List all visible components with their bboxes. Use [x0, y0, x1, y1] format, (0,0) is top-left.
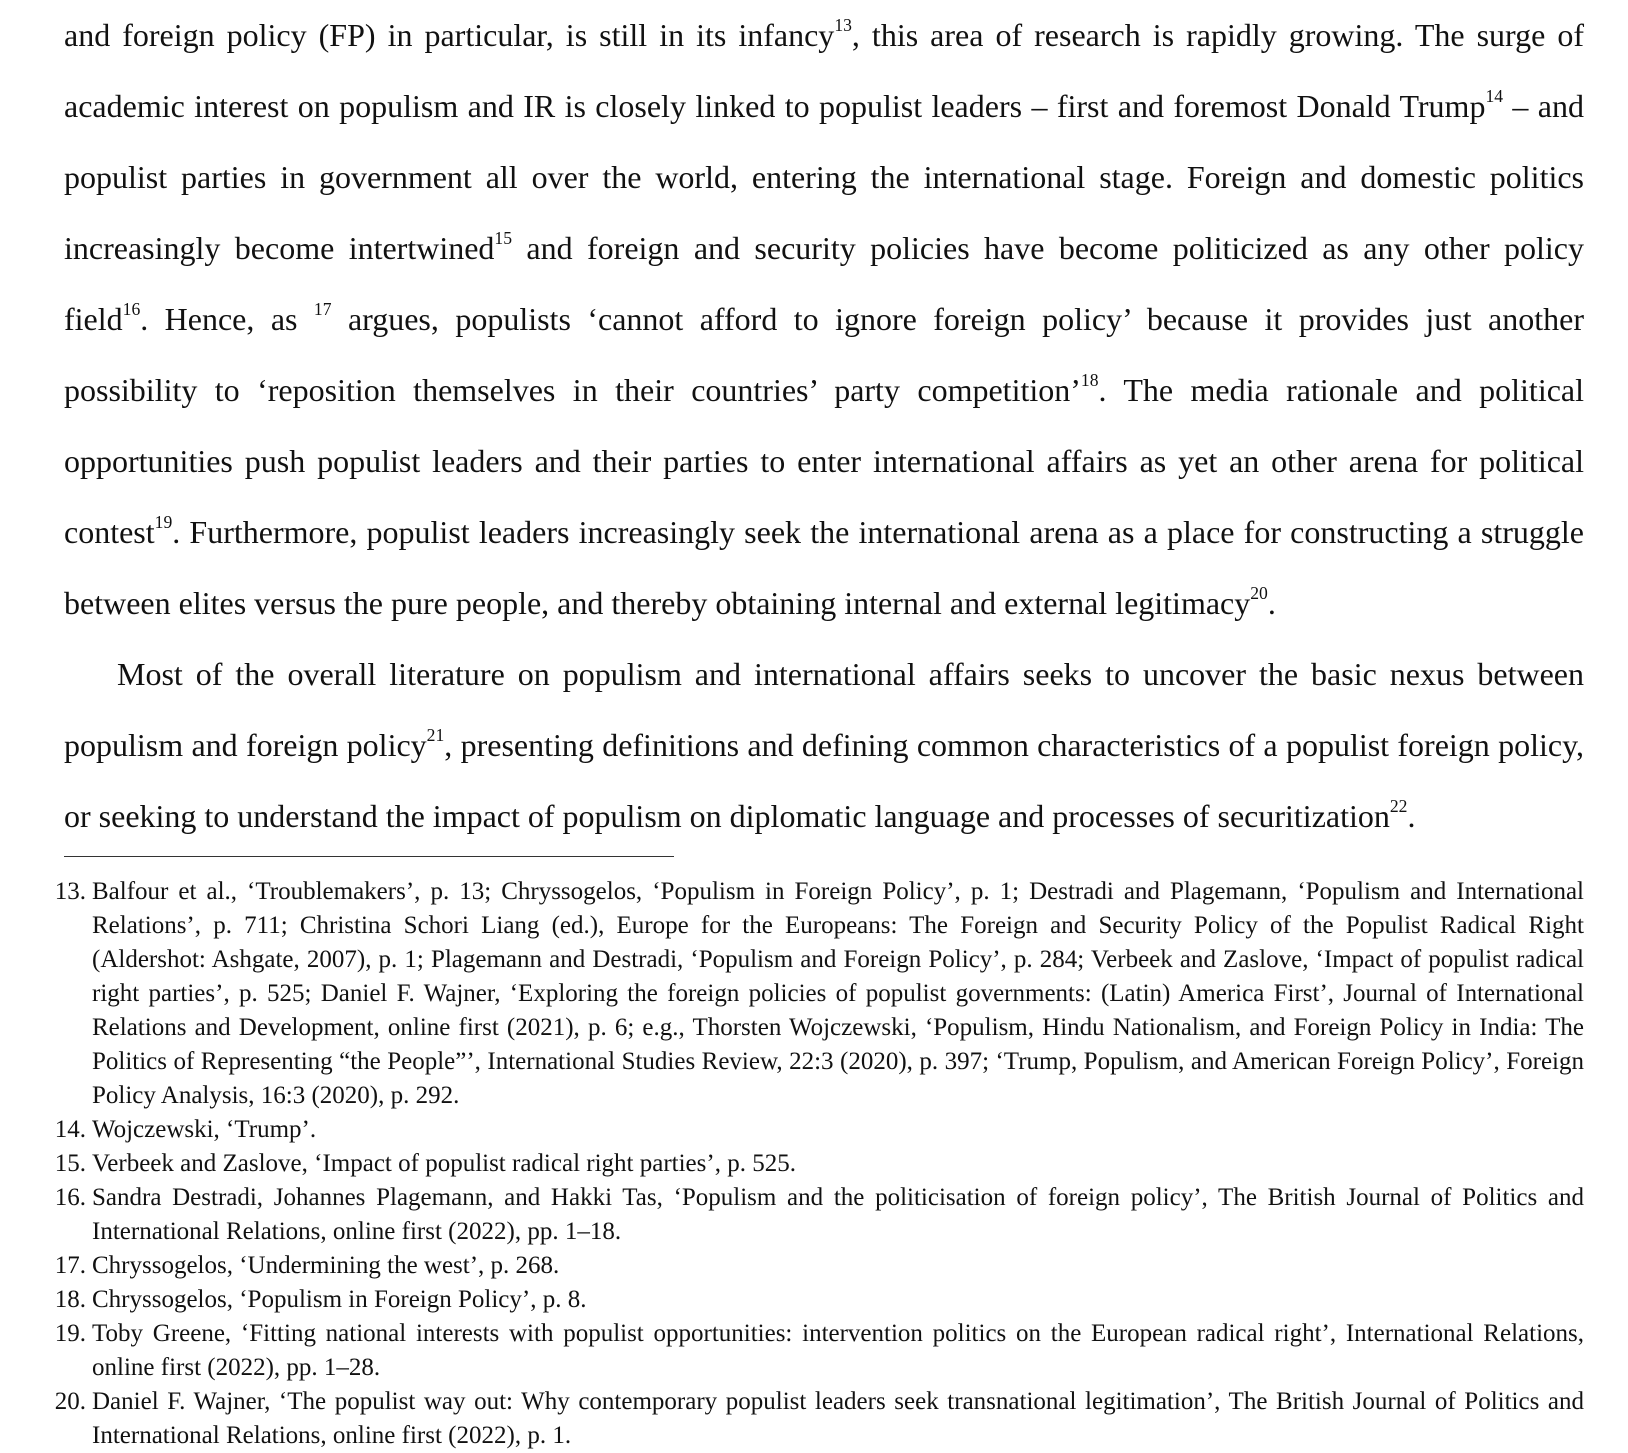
paragraph-1	[64, 0, 1584, 639]
footnote-text: Balfour et al., ‘Troublemakers’, p. 13; Chryssogelos, ‘Populism in Foreign Policy’, p. 1; Destradi and Plagemann, ‘Populism and International Relations’, p. 711; Christina Schori Liang (ed.), Europe for the Europeans: The Foreign and Security Policy of the Populist Radical Right (Aldershot: Ashgate, 2007), p. 1; Plagemann and Destradi, ‘Populism and Foreign Policy’, p. 284; Verbeek and Zaslove, ‘Impact of populist radical right parties’, p. 525; Daniel F. Wajner, ‘Exploring the foreign policies of populist governments: (Latin) America First’, Journal of International Relations and Development, online first (2021), p. 6; e.g., Thorsten Wojczewski, ‘Populism, Hindu Nationalism, and Foreign Policy in India: The Politics of Representing “the People”’, International Studies Review, 22:3 (2020), p. 397; ‘Trump, Populism, and American Foreign Policy’, Foreign Policy Analysis, 16:3 (2020), p. 292.	[92, 878, 1584, 1109]
footnote-16	[54, 1181, 1584, 1249]
footnote-number[interactable]: 20.	[54, 1388, 86, 1415]
footnote-14	[54, 1113, 1584, 1147]
footnotes-list	[54, 875, 1584, 1453]
p1-text-9: .	[1267, 585, 1276, 621]
footnote-ref-19[interactable]: 19	[154, 512, 173, 533]
footnote-ref-21[interactable]: 21	[426, 725, 445, 746]
footnote-17	[54, 1249, 1584, 1283]
p1-text-6: argues, populists ‘cannot afford to ignore foreign policy’ because it provides just another possibility to ‘reposition themselves in their countries’ party competition’	[64, 301, 1585, 408]
footnote-text: Chryssogelos, ‘Populism in Foreign Policy’, p. 8.	[92, 1286, 587, 1313]
p2-text-3: .	[1407, 798, 1416, 834]
footnote-ref-18[interactable]: 18	[1080, 370, 1099, 391]
footnote-number[interactable]: 14.	[54, 1116, 86, 1143]
footnote-15	[54, 1147, 1584, 1181]
document-page	[54, 0, 1585, 1453]
footnote-ref-13[interactable]: 13	[834, 15, 852, 36]
footnote-text: Daniel F. Wajner, ‘The populist way out: Why contemporary populist leaders seek transnational legitimation’, The British Journal of Politics and International Relations, online first (2022), p. 1.	[92, 1388, 1584, 1449]
footnote-ref-22[interactable]: 22	[1389, 796, 1408, 817]
footnote-number[interactable]: 16.	[54, 1184, 86, 1211]
footnote-number[interactable]: 18.	[54, 1286, 86, 1313]
footnote-20	[54, 1385, 1584, 1453]
footnote-text: Verbeek and Zaslove, ‘Impact of populist radical right parties’, p. 525.	[92, 1150, 796, 1177]
footnote-18	[54, 1283, 1584, 1317]
p1-text-5: . Hence, as	[140, 301, 314, 337]
footnote-number[interactable]: 13.	[54, 878, 86, 905]
footnote-ref-14[interactable]: 14	[1485, 86, 1504, 107]
p1-text-4: and foreign and security policies have become politicized as any other policy field	[64, 230, 1584, 337]
footnote-text: Sandra Destradi, Johannes Plagemann, and Hakki Tas, ‘Populism and the politicisation of foreign policy’, The British Journal of Politics and International Relations, online first (2022), pp. 1–18.	[92, 1184, 1584, 1245]
footnote-separator	[64, 856, 674, 857]
footnote-text: Chryssogelos, ‘Undermining the west’, p. 268.	[92, 1252, 560, 1279]
footnote-text: Wojczewski, ‘Trump’.	[92, 1116, 317, 1143]
footnote-13	[54, 875, 1584, 1113]
p1-text-8: . Furthermore, populist leaders increasingly seek the international arena as a place for constructing a struggle between elites versus the pure people, and thereby obtaining internal and external legitimacy	[64, 514, 1584, 621]
body-text	[64, 0, 1584, 852]
footnote-ref-20[interactable]: 20	[1250, 583, 1268, 604]
footnote-text: Toby Greene, ‘Fitting national interests with populist opportunities: intervention politics on the European radical right’, International Relations, online first (2022), pp. 1–28.	[92, 1320, 1584, 1381]
p1-text-1: and foreign policy (FP) in particular, is still in its infancy	[64, 17, 835, 53]
p1-text-2: , this area of research is rapidly growing. The surge of academic interest on populism and IR is closely linked to populist leaders – first and foremost Donald Trump	[64, 17, 1585, 124]
p1-text-7: . The media rationale and political opportunities push populist leaders and their parties to enter international affairs as yet an other arena for political contest	[64, 372, 1585, 550]
p2-text-1: Most of the overall literature on populism and international affairs seeks to uncover the basic nexus between populism and foreign policy	[64, 656, 1584, 763]
footnote-number[interactable]: 15.	[54, 1150, 86, 1177]
footnote-ref-17[interactable]: 17	[313, 299, 332, 320]
footnote-number[interactable]: 17.	[54, 1252, 86, 1279]
footnote-ref-16[interactable]: 16	[122, 299, 141, 320]
paragraph-2	[64, 639, 1584, 852]
footnote-number[interactable]: 19.	[54, 1320, 86, 1347]
p2-text-2: , presenting definitions and defining common characteristics of a populist foreign policy, or seeking to understand the impact of populism on diplomatic language and processes of securitization	[64, 727, 1585, 834]
footnote-19	[54, 1317, 1584, 1385]
footnote-ref-15[interactable]: 15	[494, 228, 513, 249]
p1-text-3: – and populist parties in government all over the world, entering the international stage. Foreign and domestic politics increasingly become intertwined	[64, 88, 1585, 266]
